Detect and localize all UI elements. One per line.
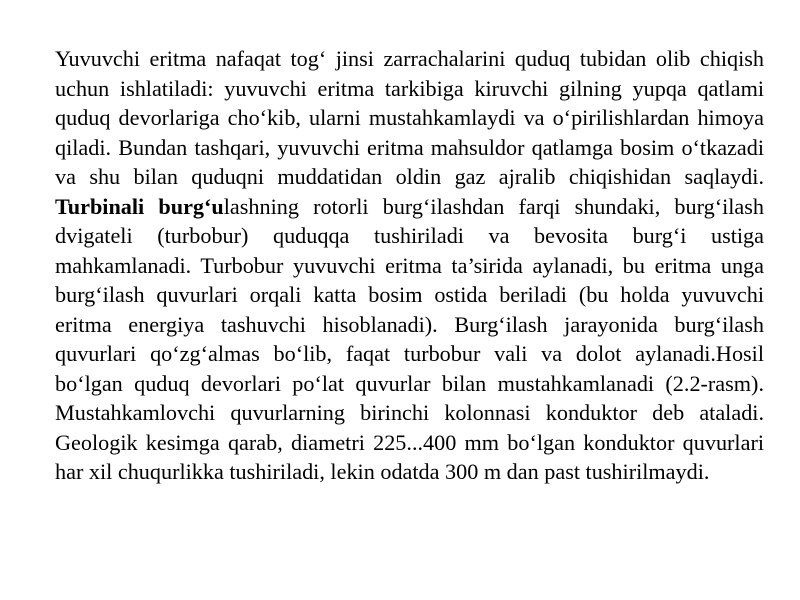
- body-paragraph: [55, 44, 764, 487]
- bold-term-turbinali-burgu: Turbinali burg‘u: [55, 193, 224, 219]
- paragraph-text-end: lashning rotorli burg‘ilashdan farqi shundaki, burg‘ilash dvigateli (turbobur) quduqqa tushiriladi va bevosita burg‘i ustiga mahkamlanadi. Turbobur yuvuvchi eritma ta’sirida aylanadi, bu eritma unga burg‘ilash quvurlari orqali katta bosim ostida beriladi (bu holda yuvuvchi eritma energiya tashuvchi hisoblanadi). Burg‘ilash jarayonida burg‘ilash quvurlari qo‘zg‘almas bo‘lib, faqat turbobur vali va dolot aylanadi.Hosil bo‘lgan quduq devorlari po‘lat quvurlar bilan mustahkamlanadi (2.2-rasm). Mustahkamlovchi quvurlarning birinchi kolonnasi konduktor deb ataladi. Geologik kesimga qarab, diametri 225...400 mm bo‘lgan konduktor quvurlari har xil chuqurlikka tushiriladi, lekin odatda 300 m dan past tushirilmaydi.: [55, 193, 764, 484]
- document-page: [55, 44, 764, 487]
- paragraph-text-start: Yuvuvchi eritma nafaqat tog‘ jinsi zarrachalarini quduq tubidan olib chiqish uchun ishlatiladi: yuvuvchi eritma tarkibiga kiruvchi gilning yupqa qatlami quduq devorlariga cho‘kib, ularni mustahkamlaydi va o‘pirilishlardan himoya qiladi. Bundan tashqari, yuvuvchi eritma mahsuldor qatlamga bosim o‘tkazadi va shu bilan quduqni muddatidan oldin gaz ajralib chiqishidan saqlaydi.: [55, 46, 764, 189]
